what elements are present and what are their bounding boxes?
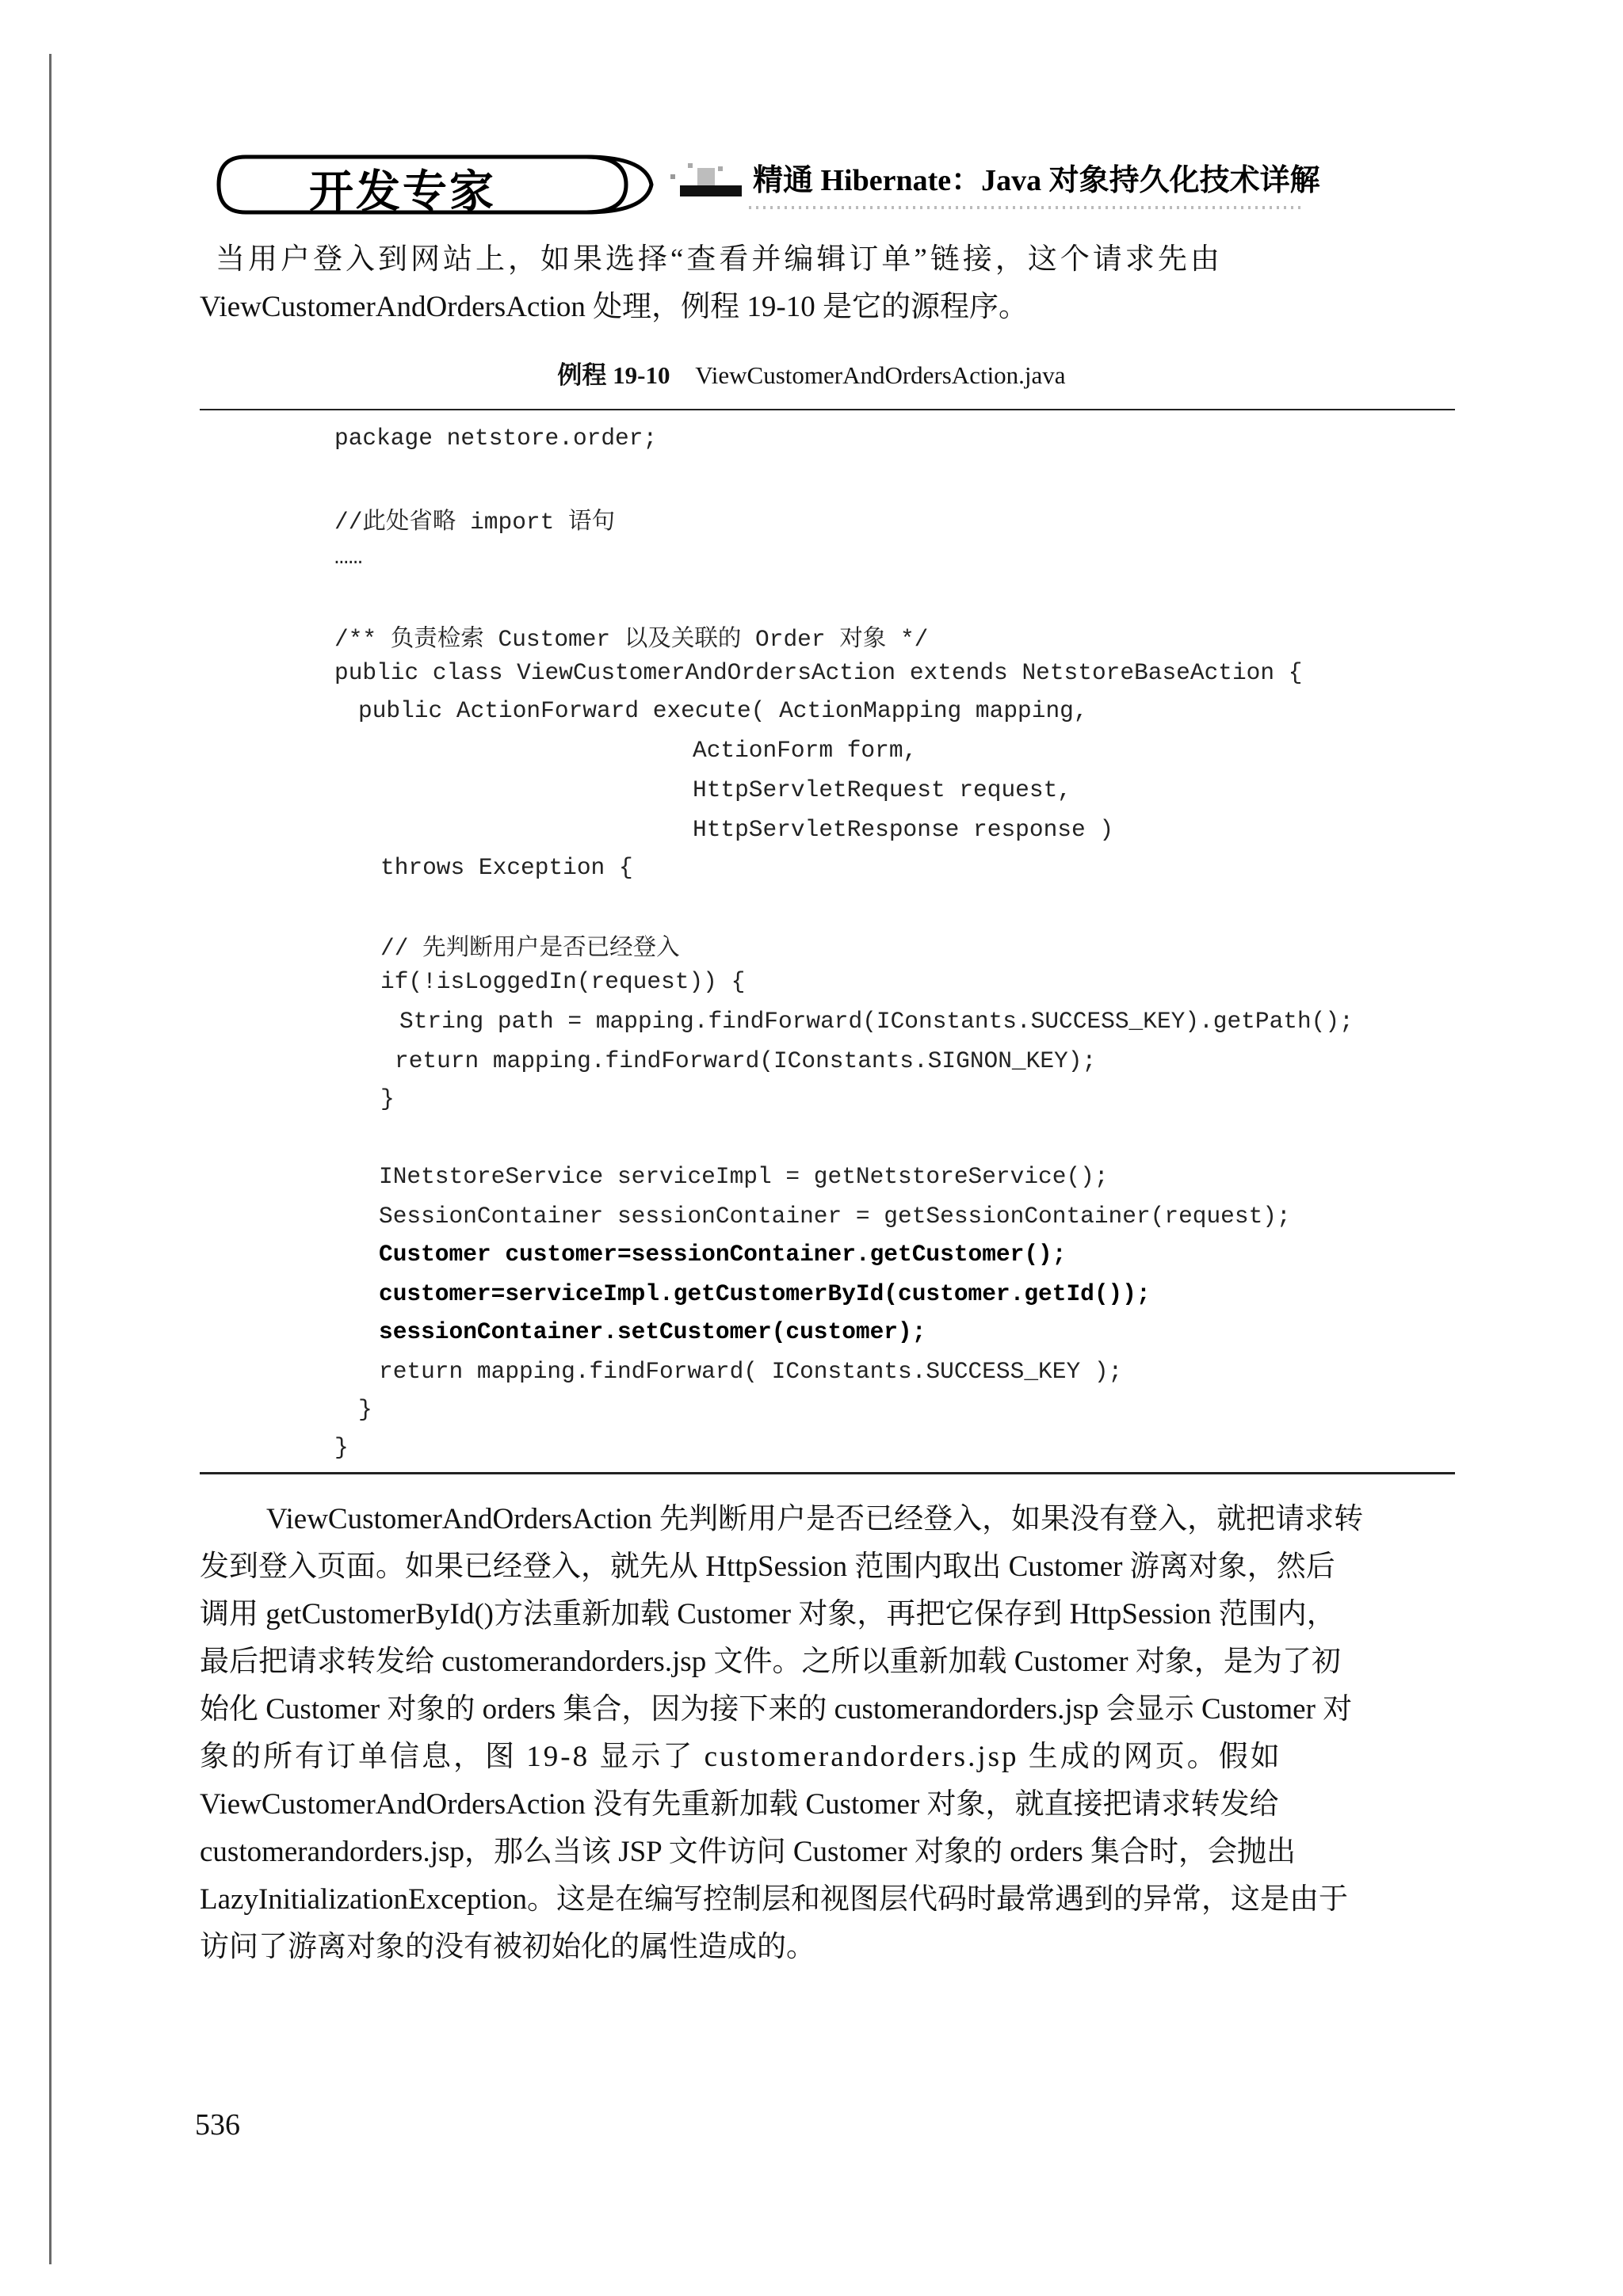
paragraph-line: customerandorders.jsp，那么当该 JSP 文件访问 Customer 对象的 orders 集合时，会抛出	[200, 1836, 1296, 1868]
code-line: HttpServletResponse response )	[693, 816, 1114, 843]
code-line: if(!isLoggedIn(request)) {	[380, 968, 746, 995]
paragraph-line: 始化 Customer 对象的 orders 集合，因为接下来的 customerandorders.jsp 会显示 Customer 对	[200, 1693, 1353, 1726]
code-ellipsis: ……	[334, 543, 363, 570]
listing-top-rule	[200, 409, 1455, 410]
series-logo-text: 开发专家	[309, 166, 496, 218]
code-comment: /** 负责检索 Customer 以及关联的 Order 对象 */	[334, 626, 929, 653]
explanation-paragraph	[200, 1496, 1452, 1971]
code-line: HttpServletRequest request,	[693, 776, 1071, 803]
code-line: public class ViewCustomerAndOrdersAction extends NetstoreBaseAction {	[334, 659, 1303, 686]
header-ornament	[666, 158, 745, 206]
code-line: throws Exception {	[380, 854, 633, 881]
paragraph-line: 发到登入页面。如果已经登入，就先从 HttpSession 范围内取出 Customer 游离对象，然后	[200, 1550, 1335, 1583]
code-comment: //此处省略 import 语句	[334, 509, 616, 536]
code-line: }	[358, 1396, 372, 1423]
paragraph-line: 象的所有订单信息，图 19-8 显示了 customerandorders.jsp 生成的网页。假如	[200, 1741, 1282, 1773]
running-header-title: 精通 Hibernate：Java 对象持久化技术详解	[753, 164, 1320, 197]
code-line: String path = mapping.findForward(IConstants.SUCCESS_KEY).getPath();	[399, 1008, 1354, 1035]
paragraph-line: ViewCustomerAndOrdersAction 没有先重新加载 Customer 对象，就直接把请求转发给	[200, 1788, 1279, 1821]
code-comment: // 先判断用户是否已经登入	[380, 935, 680, 962]
intro-line: ViewCustomerAndOrdersAction 处理，例程 19-10 是它的源程序。	[200, 291, 1028, 323]
code-line: return mapping.findForward(IConstants.SIGNON_KEY);	[395, 1047, 1097, 1074]
code-line-bold: Customer customer=sessionContainer.getCustomer();	[379, 1241, 1067, 1268]
code-line: public ActionForward execute( ActionMapping mapping,	[358, 697, 1088, 724]
listing-label: 例程 19-10	[557, 361, 670, 389]
listing-caption	[0, 355, 1623, 391]
listing-filename: ViewCustomerAndOrdersAction.java	[695, 361, 1066, 389]
code-line: return mapping.findForward( IConstants.SUCCESS_KEY );	[379, 1358, 1123, 1385]
paragraph-line: 调用 getCustomerById()方法重新加载 Customer 对象，再把它保存到 HttpSession 范围内，	[200, 1598, 1336, 1630]
code-line-bold: sessionContainer.setCustomer(customer);	[379, 1318, 926, 1345]
header-underline-dots	[749, 201, 1304, 209]
paragraph-line: 最后把请求转发给 customerandorders.jsp 文件。之所以重新加载 Customer 对象，是为了初	[200, 1646, 1341, 1678]
page-number: 536	[195, 2108, 240, 2142]
code-line: SessionContainer sessionContainer = getSessionContainer(request);	[379, 1203, 1291, 1230]
code-line: }	[380, 1085, 395, 1112]
listing-bottom-rule	[200, 1472, 1455, 1474]
code-line: package netstore.order;	[334, 425, 658, 452]
code-line: }	[334, 1434, 349, 1461]
paragraph-line: ViewCustomerAndOrdersAction 先判断用户是否已经登入，如果没有登入，就把请求转	[266, 1503, 1364, 1535]
code-line: INetstoreService serviceImpl = getNetstoreService();	[379, 1163, 1109, 1190]
paragraph-line: 访问了游离对象的没有被初始化的属性造成的。	[200, 1931, 815, 1963]
intro-paragraph	[200, 236, 1452, 331]
code-line: ActionForm form,	[693, 737, 918, 764]
code-line-bold: customer=serviceImpl.getCustomerById(customer.getId());	[379, 1280, 1151, 1307]
paragraph-line: LazyInitializationException。这是在编写控制层和视图层代码时最常遇到的异常，这是由于	[200, 1883, 1348, 1916]
intro-line: 当用户登入到网站上，如果选择“查看并编辑订单”链接，这个请求先由	[216, 243, 1223, 276]
